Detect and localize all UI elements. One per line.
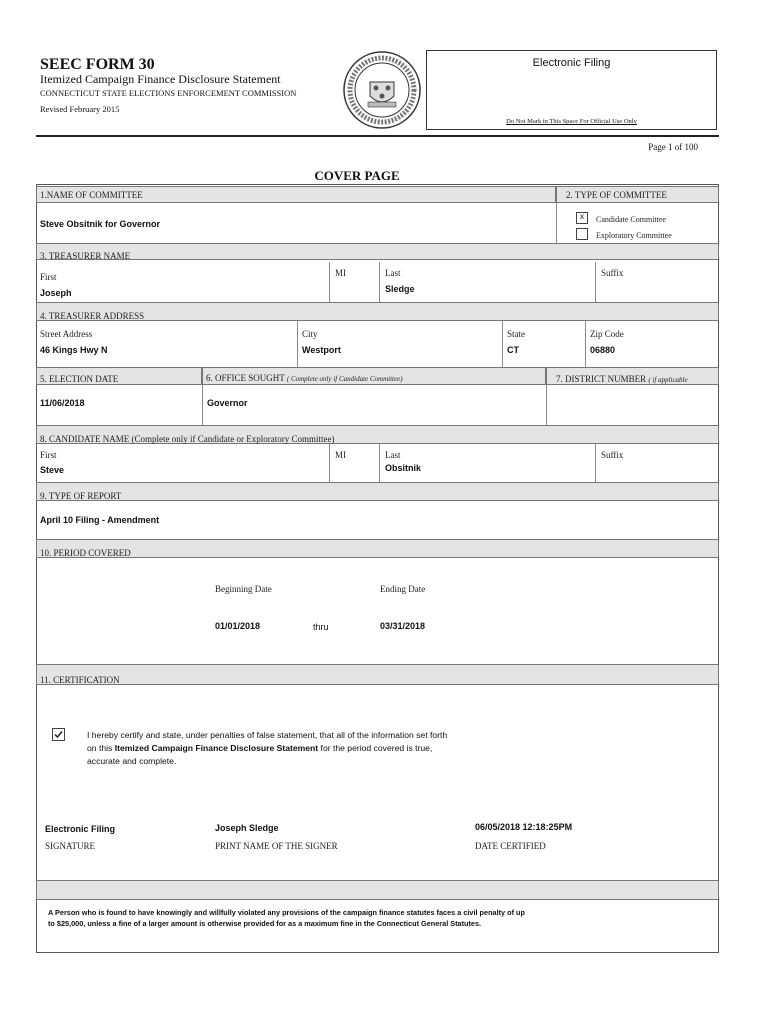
form-subtitle: Itemized Campaign Finance Disclosure Statement: [40, 72, 281, 86]
certification-statement: [87, 729, 557, 768]
checkmark-icon: [53, 729, 64, 740]
office-sought-value: Governor: [207, 398, 248, 408]
cert-line-2-bold: Itemized Campaign Finance Disclosure Statement: [114, 743, 319, 753]
signer-name-value: Joseph Sledge: [215, 823, 279, 833]
exploratory-committee-label: Exploratory Committee: [596, 231, 672, 240]
state-label: State: [507, 329, 525, 339]
treasurer-first-value: Joseph: [40, 288, 72, 298]
section3-label: 3. TREASURER NAME: [40, 251, 131, 261]
section6-label: [206, 373, 403, 383]
ending-date-label: Ending Date: [380, 584, 426, 594]
cover-page-title: COVER PAGE: [314, 168, 400, 183]
signature-value: Electronic Filing: [45, 824, 116, 834]
agency-name: CONNECTICUT STATE ELECTIONS ENFORCEMENT COMMISSION: [40, 88, 297, 98]
form-body: [36, 184, 719, 953]
section10-header: [36, 539, 719, 558]
date-certified-value: 06/05/2018 12:18:25PM: [475, 822, 573, 832]
signer-name-label: PRINT NAME OF THE SIGNER: [215, 841, 338, 851]
section3-header: [36, 243, 719, 260]
page-indicator: Page 1 of 100: [648, 142, 698, 152]
divider: [556, 203, 557, 243]
zip-label: Zip Code: [590, 329, 624, 339]
state-seal: [342, 50, 422, 130]
cert-line-3: accurate and complete.: [87, 756, 177, 766]
divider: [585, 321, 586, 367]
cert-line-2-pre: on this: [87, 743, 115, 753]
divider: [595, 262, 596, 302]
penalty-warning: [48, 907, 713, 929]
divider: [202, 385, 203, 425]
beginning-date-value: 01/01/2018: [215, 621, 261, 631]
section11-header: [36, 664, 719, 685]
report-type-value: April 10 Filing - Amendment: [40, 515, 160, 525]
city-label: City: [302, 329, 318, 339]
revised-date: Revised February 2015: [40, 104, 120, 114]
checkbox-mark: x: [580, 212, 584, 221]
section6-note: ( Complete only if Candidate Committee): [286, 375, 403, 383]
candidate-mi-label: MI: [335, 450, 346, 460]
section8-label: 8. CANDIDATE NAME (Complete only if Candidate or Exploratory Committee): [40, 434, 335, 444]
treasurer-mi-label: MI: [335, 268, 346, 278]
footer-bar: [36, 880, 719, 900]
official-box-title: Electronic Filing: [532, 57, 611, 69]
section5-label: 5. ELECTION DATE: [40, 374, 119, 384]
section7-title: 7. DISTRICT NUMBER: [556, 374, 647, 384]
zip-value: 06880: [590, 345, 616, 355]
candidate-committee-checkbox[interactable]: [576, 212, 588, 224]
candidate-committee-label: Candidate Committee: [596, 215, 666, 224]
committee-name-value: Steve Obsitnik for Governor: [40, 219, 161, 229]
divider: [329, 262, 330, 302]
section7-note: ( if applicable: [648, 376, 688, 384]
signature-label: SIGNATURE: [45, 841, 96, 851]
section9-header: [36, 482, 719, 501]
cert-line-2: [87, 742, 557, 755]
cert-line-1: I hereby certify and state, under penalties of false statement, that all of the information set forth: [87, 730, 448, 740]
section6-title: 6. OFFICE SOUGHT: [206, 373, 285, 383]
thru-label: thru: [313, 622, 329, 632]
treasurer-last-label: Last: [385, 268, 401, 278]
street-value: 46 Kings Hwy N: [40, 345, 108, 355]
candidate-first-label: First: [40, 450, 57, 460]
candidate-last-label: Last: [385, 450, 401, 460]
section9-label: 9. TYPE OF REPORT: [40, 491, 122, 501]
cert-line-2-post: for the period covered is true,: [318, 743, 433, 753]
divider: [502, 321, 503, 367]
divider: [297, 321, 298, 367]
section7-label: [556, 374, 688, 384]
candidate-first-value: Steve: [40, 465, 65, 475]
treasurer-last-value: Sledge: [385, 284, 415, 294]
divider: [379, 444, 380, 482]
section2-label: 2. TYPE OF COMMITTEE: [566, 190, 667, 200]
treasurer-first-label: First: [40, 272, 57, 282]
treasurer-suffix-label: Suffix: [601, 268, 624, 278]
warning-line-2: to $25,000, unless a fine of a larger amount is otherwise provided for as a maximum fine in the Connecticut General Statutes.: [48, 919, 482, 928]
state-value: CT: [507, 345, 519, 355]
section11-label: 11. CERTIFICATION: [40, 675, 120, 685]
divider: [379, 262, 380, 302]
divider: [595, 444, 596, 482]
official-box-note: Do Not Mark in This Space For Official Use Only: [506, 118, 637, 125]
exploratory-committee-checkbox[interactable]: [576, 228, 588, 240]
official-use-box: [426, 50, 717, 130]
section10-label: 10. PERIOD COVERED: [40, 548, 131, 558]
city-value: Westport: [302, 345, 341, 355]
candidate-suffix-label: Suffix: [601, 450, 624, 460]
date-certified-label: DATE CERTIFIED: [475, 841, 546, 851]
candidate-last-value: Obsitnik: [385, 463, 422, 473]
divider: [546, 385, 547, 425]
divider: [329, 444, 330, 482]
certification-checkbox[interactable]: [52, 728, 65, 741]
section1-label: 1.NAME OF COMMITTEE: [40, 190, 143, 200]
beginning-date-label: Beginning Date: [215, 584, 272, 594]
election-date-value: 11/06/2018: [40, 398, 85, 408]
form-title: SEEC FORM 30: [40, 56, 155, 73]
ending-date-value: 03/31/2018: [380, 621, 426, 631]
street-label: Street Address: [40, 329, 93, 339]
header-rule: [36, 135, 719, 137]
warning-line-1: A Person who is found to have knowingly and willfully violated any provisions of the campaign finance statutes faces a civil penalty of up: [48, 908, 525, 917]
section4-label: 4. TREASURER ADDRESS: [40, 311, 145, 321]
